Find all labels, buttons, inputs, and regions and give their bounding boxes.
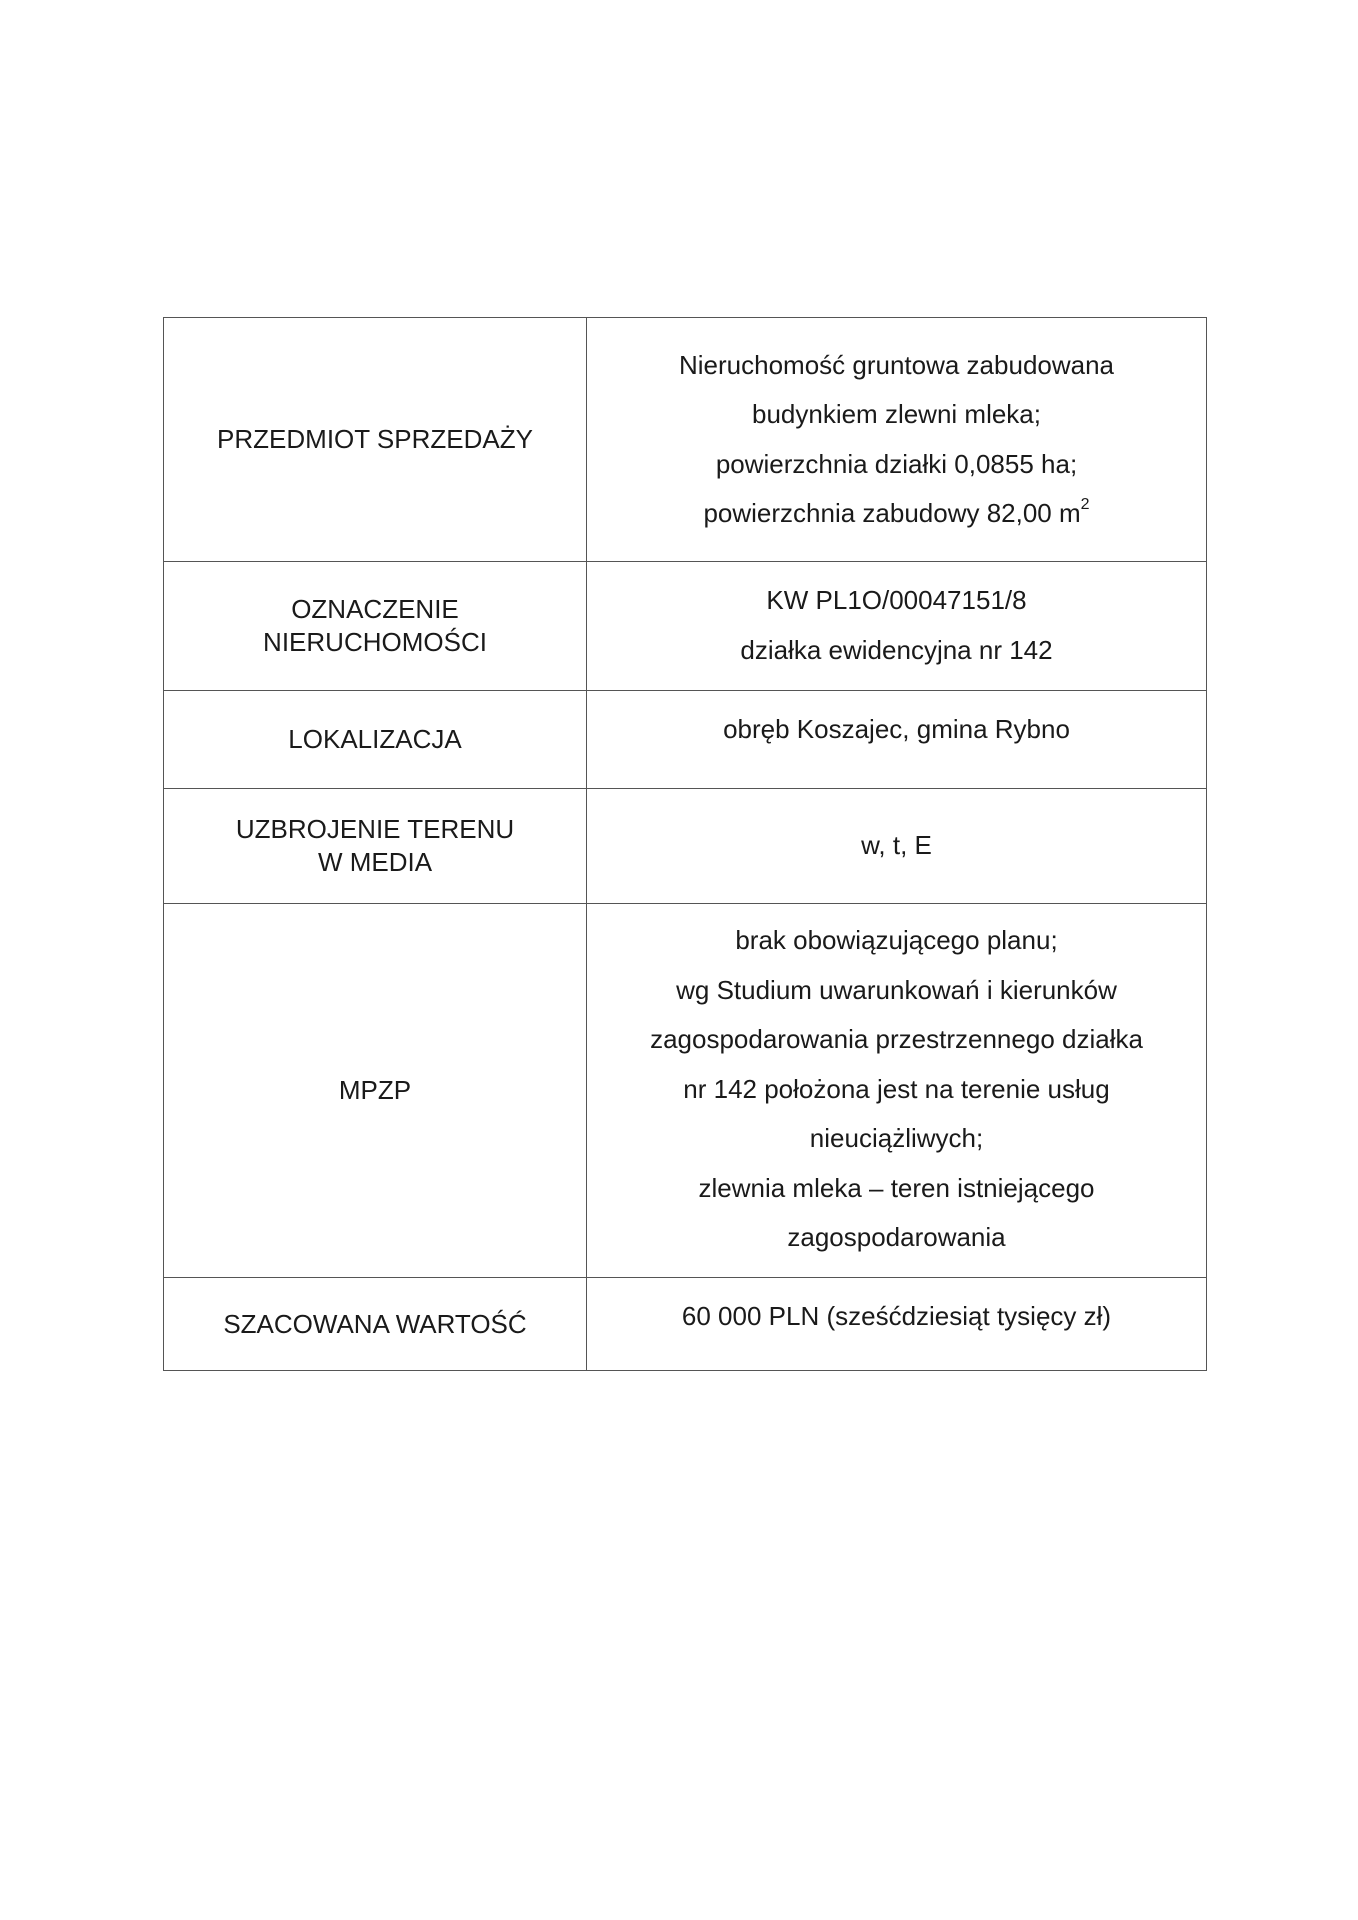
label-cell: [164, 691, 587, 789]
property-info-table: [163, 317, 1207, 1371]
value-cell: [587, 789, 1207, 904]
row-label: LOKALIZACJA: [288, 724, 462, 754]
row-value-line: zagospodarowania przestrzennego działka: [650, 1024, 1143, 1054]
label-cell: [164, 789, 587, 904]
table-row-subject: [164, 318, 1207, 562]
row-label: MPZP: [338, 1075, 412, 1105]
label-cell: [164, 904, 587, 1278]
label-cell: [164, 318, 587, 562]
row-value-line: zagospodarowania: [787, 1222, 1006, 1252]
row-label: OZNACZENIE: [291, 594, 459, 624]
table-row-location: [164, 691, 1207, 789]
value-cell: [587, 562, 1207, 691]
area-text: powierzchnia zabudowy 82,00 m: [703, 498, 1081, 528]
value-cell: [587, 1278, 1207, 1371]
row-value-line: w, t, E: [861, 830, 932, 861]
row-value-line: KW PL1O/00047151/8: [766, 585, 1027, 615]
table-row-mpzp: [164, 904, 1207, 1278]
row-value-line: nr 142 położona jest na terenie usług: [683, 1073, 1110, 1104]
table-row-estimated-value: [164, 1278, 1207, 1371]
row-label: NIERUCHOMOŚCI: [263, 627, 487, 657]
row-value-line: zlewnia mleka – teren istniejącego: [698, 1172, 1095, 1203]
row-value-line: powierzchnia działki 0,0855 ha;: [715, 448, 1078, 479]
row-value-line: działka ewidencyjna nr 142: [740, 634, 1053, 665]
table-row-designation: [164, 562, 1207, 691]
row-value-line: budynkiem zlewni mleka;: [751, 399, 1041, 429]
row-value-line: nieuciążliwych;: [809, 1123, 984, 1153]
row-label: SZACOWANA WARTOŚĆ: [223, 1308, 527, 1339]
value-cell: [587, 904, 1207, 1278]
label-cell: [164, 1278, 587, 1371]
row-label: PRZEDMIOT SPRZEDAŻY: [217, 424, 533, 454]
value-cell: [587, 691, 1207, 789]
row-value-line: brak obowiązującego planu;: [735, 925, 1058, 955]
row-value-line: obręb Koszajec, gmina Rybno: [723, 714, 1070, 744]
row-label: UZBROJENIE TERENU: [235, 814, 515, 844]
value-cell: [587, 318, 1207, 562]
row-value-line: Nieruchomość gruntowa zabudowana: [678, 349, 1115, 380]
table-row-utilities: [164, 789, 1207, 904]
row-label: W MEDIA: [317, 847, 433, 877]
row-value-line: wg Studium uwarunkowań i kierunków: [676, 974, 1117, 1005]
area-unit-superscript: 2: [1080, 496, 1090, 514]
row-value-line: [597, 489, 1196, 539]
row-value-line: 60 000 PLN (sześćdziesiąt tysięcy zł): [681, 1301, 1112, 1331]
label-cell: [164, 562, 587, 691]
